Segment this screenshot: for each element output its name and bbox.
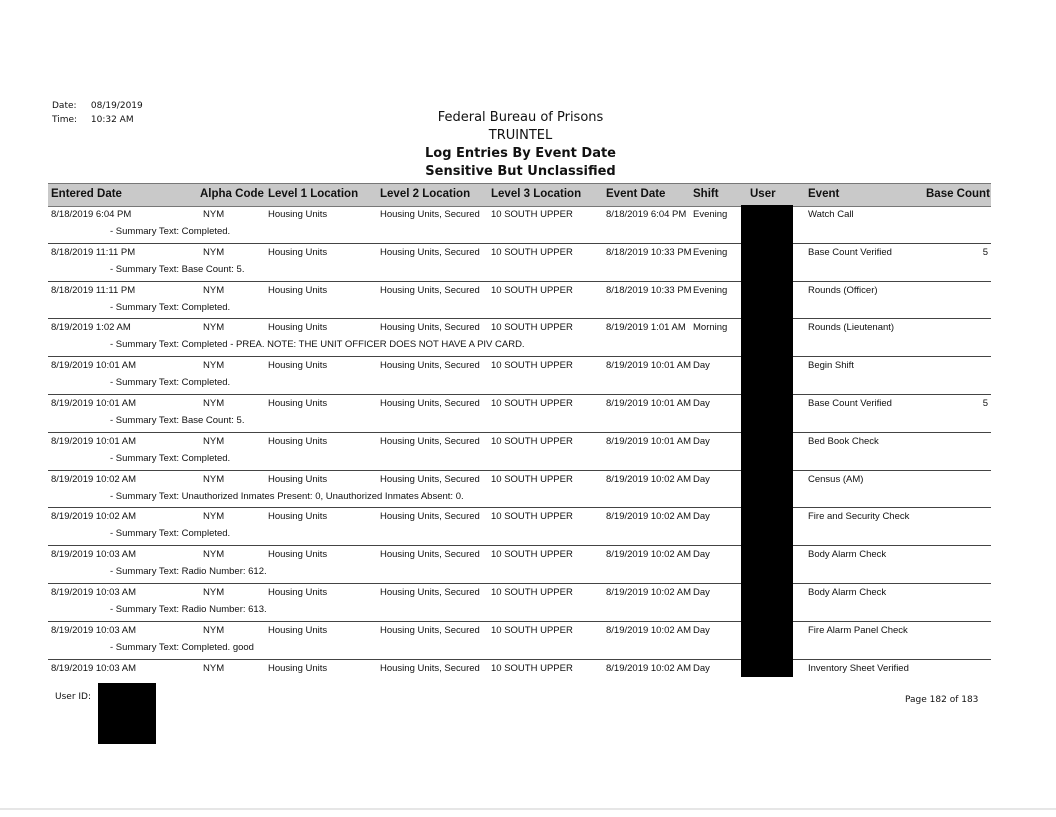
cell-level3: 10 SOUTH UPPER <box>491 284 573 296</box>
agency-title: Federal Bureau of Prisons <box>437 110 604 125</box>
cell-level3: 10 SOUTH UPPER <box>491 397 573 409</box>
cell-shift: Day <box>693 511 710 523</box>
cell-event: Rounds (Officer) <box>808 284 878 296</box>
cell-event: Inventory Sheet Verified <box>808 662 909 674</box>
cell-level1: Housing Units <box>268 397 328 409</box>
user-id-label: User ID: <box>55 692 91 702</box>
summary-text: - Summary Text: Completed. good <box>110 641 254 653</box>
cell-entered-date: 8/19/2019 10:01 AM <box>51 435 137 447</box>
system-title: TRUINTEL <box>488 128 553 143</box>
cell-level2: Housing Units, Secured <box>380 662 480 674</box>
cell-event-date: 8/19/2019 10:01 AM <box>606 435 692 447</box>
cell-level2: Housing Units, Secured <box>380 624 480 636</box>
col-alpha-code: Alpha Code <box>200 188 264 200</box>
cell-entered-date: 8/19/2019 10:02 AM <box>51 511 137 523</box>
cell-shift: Day <box>693 360 710 372</box>
cell-shift: Evening <box>693 246 728 258</box>
cell-level2: Housing Units, Secured <box>380 209 480 220</box>
cell-event-date: 8/19/2019 10:02 AM <box>606 473 692 485</box>
cell-event-date: 8/19/2019 10:02 AM <box>606 511 692 523</box>
cell-shift: Evening <box>693 209 728 220</box>
cell-level3: 10 SOUTH UPPER <box>491 511 573 523</box>
cell-level2: Housing Units, Secured <box>380 473 480 485</box>
cell-shift: Day <box>693 624 710 636</box>
cell-event: Base Count Verified <box>808 246 892 258</box>
log-entries <box>48 206 991 696</box>
cell-level1: Housing Units <box>268 586 328 598</box>
cell-event: Watch Call <box>808 209 854 220</box>
user-column-redaction <box>741 205 793 677</box>
cell-alpha-code: NYM <box>203 246 225 258</box>
table-row <box>48 356 991 394</box>
col-base-count: Base Count <box>926 188 990 200</box>
cell-shift: Day <box>693 435 710 447</box>
summary-text: - Summary Text: Completed. <box>110 301 231 313</box>
cell-entered-date: 8/19/2019 10:01 AM <box>51 397 137 409</box>
cell-level2: Housing Units, Secured <box>380 435 480 447</box>
cell-alpha-code: NYM <box>203 435 225 447</box>
cell-alpha-code: NYM <box>203 360 225 372</box>
cell-level1: Housing Units <box>268 549 328 561</box>
cell-level3: 10 SOUTH UPPER <box>491 586 573 598</box>
cell-event: Begin Shift <box>808 360 854 372</box>
date-label: Date: <box>52 101 77 111</box>
summary-text: - Summary Text: Completed. <box>110 452 231 464</box>
table-header <box>48 183 991 207</box>
cell-event: Fire and Security Check <box>808 511 910 523</box>
cell-event: Body Alarm Check <box>808 586 887 598</box>
time-label: Time: <box>52 115 78 125</box>
summary-text: - Summary Text: Completed. <box>110 377 231 389</box>
cell-event: Bed Book Check <box>808 435 879 447</box>
summary-text: - Summary Text: Completed. <box>110 226 231 237</box>
cell-entered-date: 8/19/2019 1:02 AM <box>51 322 131 334</box>
cell-level2: Housing Units, Secured <box>380 397 480 409</box>
cell-level3: 10 SOUTH UPPER <box>491 549 573 561</box>
cell-entered-date: 8/18/2019 6:04 PM <box>51 209 132 220</box>
cell-level1: Housing Units <box>268 435 328 447</box>
cell-alpha-code: NYM <box>203 397 225 409</box>
cell-level1: Housing Units <box>268 511 328 523</box>
table-row <box>48 243 991 281</box>
cell-shift: Evening <box>693 284 728 296</box>
cell-base-count: 5 <box>982 397 988 409</box>
report-title: Log Entries By Event Date <box>424 146 616 161</box>
cell-entered-date: 8/19/2019 10:03 AM <box>51 624 137 636</box>
cell-event: Rounds (Lieutenant) <box>808 322 895 334</box>
cell-event-date: 8/19/2019 10:02 AM <box>606 586 692 598</box>
table-row <box>48 318 991 356</box>
table-row <box>48 432 991 470</box>
cell-event-date: 8/19/2019 10:01 AM <box>606 397 692 409</box>
cell-event-date: 8/19/2019 10:01 AM <box>606 360 692 372</box>
summary-text: - Summary Text: Radio Number: 613. <box>110 603 267 615</box>
cell-event-date: 8/18/2019 10:33 PM <box>606 246 692 258</box>
cell-event-date: 8/19/2019 10:02 AM <box>606 624 692 636</box>
cell-entered-date: 8/19/2019 10:03 AM <box>51 549 137 561</box>
cell-shift: Day <box>693 586 710 598</box>
cell-event-date: 8/19/2019 10:02 AM <box>606 549 692 561</box>
table-row <box>48 281 991 319</box>
cell-shift: Day <box>693 397 710 409</box>
cell-event: Census (AM) <box>808 473 864 485</box>
col-user: User <box>750 188 776 200</box>
cell-alpha-code: NYM <box>203 549 225 561</box>
cell-event: Base Count Verified <box>808 397 892 409</box>
cell-shift: Day <box>693 473 710 485</box>
col-level2: Level 2 Location <box>380 188 471 200</box>
cell-shift: Day <box>693 662 710 674</box>
cell-entered-date: 8/19/2019 10:03 AM <box>51 662 137 674</box>
cell-level2: Housing Units, Secured <box>380 322 480 334</box>
cell-level3: 10 SOUTH UPPER <box>491 435 573 447</box>
cell-alpha-code: NYM <box>203 624 225 636</box>
cell-level1: Housing Units <box>268 360 328 372</box>
page-number: Page 182 of 183 <box>905 695 979 705</box>
cell-level2: Housing Units, Secured <box>380 511 480 523</box>
summary-text: - Summary Text: Base Count: 5. <box>110 263 245 275</box>
cell-event: Fire Alarm Panel Check <box>808 624 908 636</box>
col-level1: Level 1 Location <box>268 188 359 200</box>
cell-event-date: 8/19/2019 1:01 AM <box>606 322 686 334</box>
cell-alpha-code: NYM <box>203 662 225 674</box>
cell-level1: Housing Units <box>268 284 328 296</box>
col-shift: Shift <box>693 188 719 200</box>
cell-level2: Housing Units, Secured <box>380 246 480 258</box>
user-id-redaction <box>98 683 156 744</box>
cell-level1: Housing Units <box>268 473 328 485</box>
cell-entered-date: 8/19/2019 10:03 AM <box>51 586 137 598</box>
cell-alpha-code: NYM <box>203 322 225 334</box>
cell-event-date: 8/18/2019 6:04 PM <box>606 209 687 220</box>
classification-title: Sensitive But Unclassified <box>425 164 616 179</box>
cell-level3: 10 SOUTH UPPER <box>491 209 573 220</box>
scan-edge <box>0 808 1056 810</box>
cell-level3: 10 SOUTH UPPER <box>491 662 573 674</box>
cell-level3: 10 SOUTH UPPER <box>491 322 573 334</box>
col-level3: Level 3 Location <box>491 188 582 200</box>
table-row <box>48 470 991 508</box>
table-row <box>48 545 991 583</box>
summary-text: - Summary Text: Unauthorized Inmates Present: 0, Unauthorized Inmates Absent: 0. <box>110 490 464 502</box>
cell-entered-date: 8/19/2019 10:01 AM <box>51 360 137 372</box>
cell-level1: Housing Units <box>268 246 328 258</box>
cell-level1: Housing Units <box>268 624 328 636</box>
cell-entered-date: 8/19/2019 10:02 AM <box>51 473 137 485</box>
cell-shift: Day <box>693 549 710 561</box>
cell-alpha-code: NYM <box>203 511 225 523</box>
cell-base-count: 5 <box>982 246 988 258</box>
cell-alpha-code: NYM <box>203 586 225 598</box>
col-event-date: Event Date <box>606 188 666 200</box>
cell-event-date: 8/19/2019 10:02 AM <box>606 662 692 674</box>
cell-event-date: 8/18/2019 10:33 PM <box>606 284 692 296</box>
summary-text: - Summary Text: Completed. <box>110 528 231 540</box>
cell-event: Body Alarm Check <box>808 549 887 561</box>
cell-shift: Morning <box>693 322 728 334</box>
cell-alpha-code: NYM <box>203 284 225 296</box>
cell-level2: Housing Units, Secured <box>380 284 480 296</box>
cell-level3: 10 SOUTH UPPER <box>491 246 573 258</box>
summary-text: - Summary Text: Base Count: 5. <box>110 414 245 426</box>
cell-level1: Housing Units <box>268 322 328 334</box>
col-entered-date: Entered Date <box>51 188 122 200</box>
cell-level2: Housing Units, Secured <box>380 549 480 561</box>
table-row <box>48 206 991 243</box>
date-value: 08/19/2019 <box>90 101 143 111</box>
time-value: 10:32 AM <box>90 115 134 125</box>
col-event: Event <box>808 188 840 200</box>
table-row <box>48 394 991 432</box>
cell-level3: 10 SOUTH UPPER <box>491 624 573 636</box>
cell-alpha-code: NYM <box>203 473 225 485</box>
cell-entered-date: 8/18/2019 11:11 PM <box>51 284 136 296</box>
cell-entered-date: 8/18/2019 11:11 PM <box>51 246 136 258</box>
summary-text: - Summary Text: Radio Number: 612. <box>110 566 267 578</box>
cell-alpha-code: NYM <box>203 209 225 220</box>
cell-level2: Housing Units, Secured <box>380 586 480 598</box>
summary-text: - Summary Text: Completed - PREA. NOTE: THE UNIT OFFICER DOES NOT HAVE A PIV CARD. <box>110 339 525 351</box>
cell-level1: Housing Units <box>268 662 328 674</box>
cell-level1: Housing Units <box>268 209 328 220</box>
table-row <box>48 583 991 621</box>
cell-level3: 10 SOUTH UPPER <box>491 473 573 485</box>
cell-level3: 10 SOUTH UPPER <box>491 360 573 372</box>
cell-level2: Housing Units, Secured <box>380 360 480 372</box>
table-row <box>48 507 991 545</box>
table-row <box>48 621 991 659</box>
table-row <box>48 659 991 697</box>
